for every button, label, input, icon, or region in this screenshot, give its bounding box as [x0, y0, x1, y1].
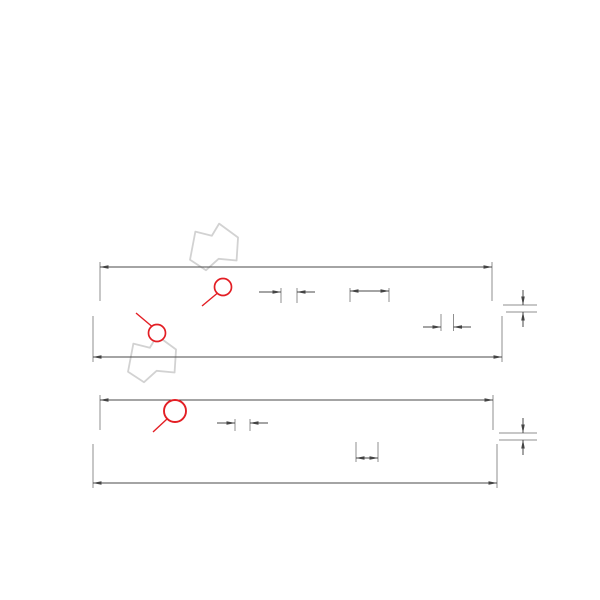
metall-profil-logo-icon	[183, 220, 244, 273]
cross-section-bottom-dimensions	[93, 395, 537, 488]
cross-section-top-dimensions	[93, 262, 537, 362]
callout-a-circle	[149, 325, 166, 342]
brand-watermark-upper	[183, 220, 244, 273]
callout-r-circle	[164, 400, 186, 422]
callout-b-circle	[215, 279, 232, 296]
